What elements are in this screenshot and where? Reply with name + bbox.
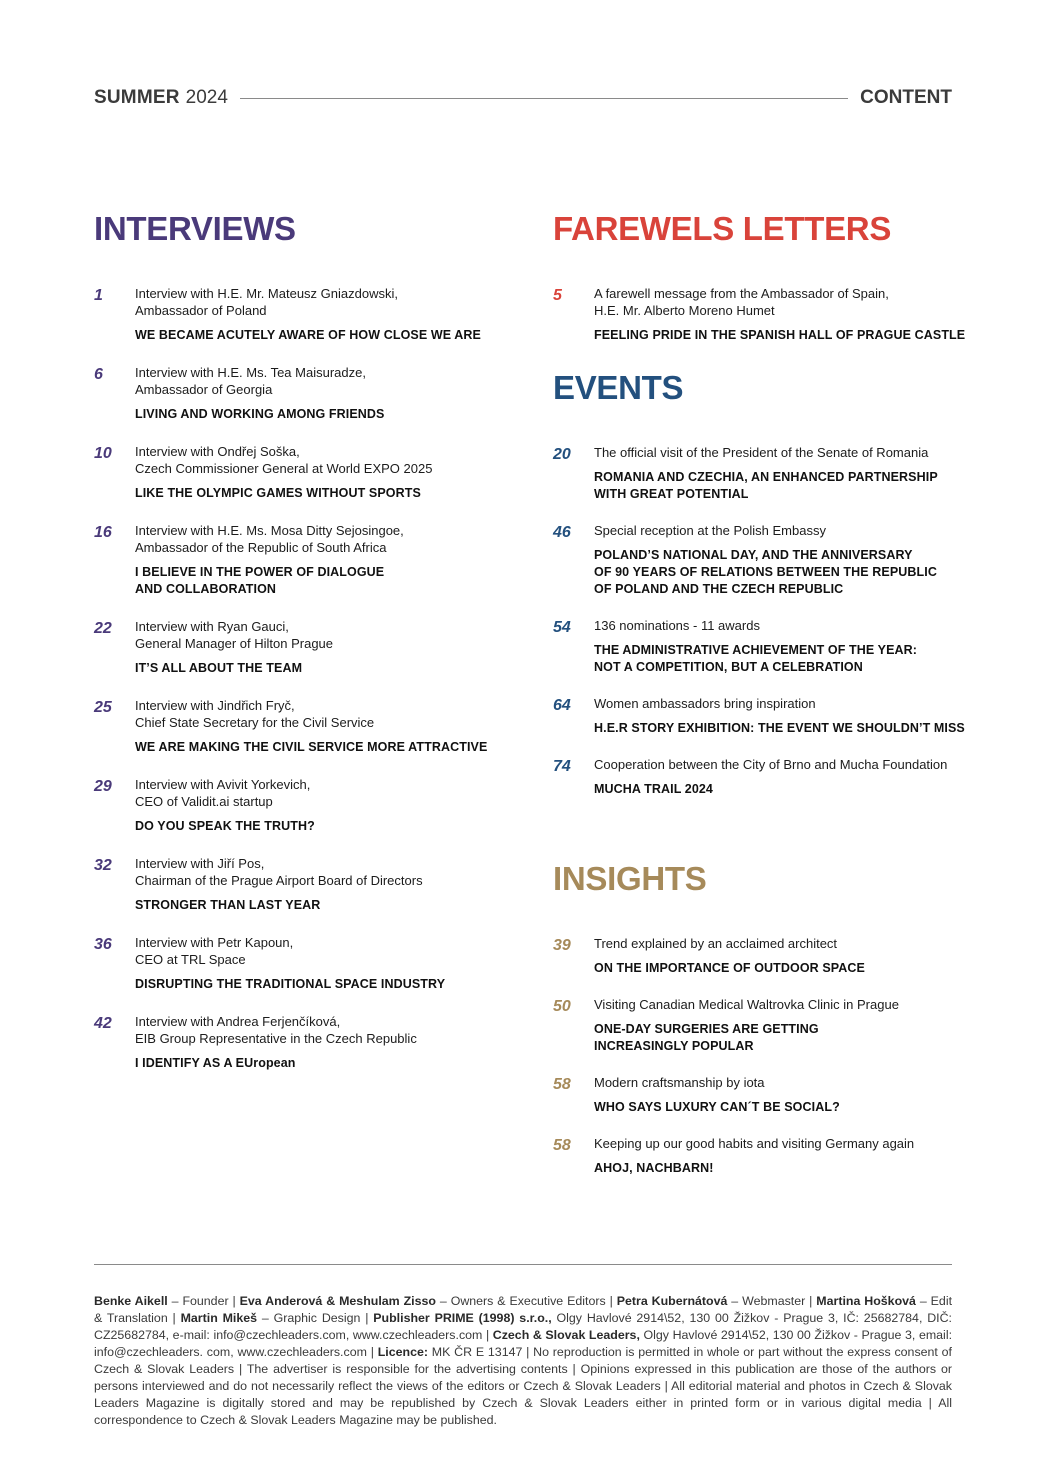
entry-intro: Cooperation between the City of Brno and Mucha Foundation [594, 757, 948, 772]
page-number: 20 [553, 446, 571, 463]
credit-name: Benke Aikell [94, 1294, 168, 1308]
page-number: 50 [553, 998, 571, 1015]
entry-headline: ON THE IMPORTANCE OF OUTDOOR SPACE [594, 961, 865, 975]
toc-entry[interactable] [94, 697, 514, 756]
page-section-label: CONTENT [860, 87, 952, 108]
entry-headline: POLAND’S NATIONAL DAY, AND THE ANNIVERSARY OF 90 YEARS OF RELATIONS BETWEEN THE REPUBLIC OF POLAND AND THE CZECH REPUBLIC [594, 548, 937, 596]
page-number: 6 [94, 366, 103, 383]
entry-intro: Trend explained by an acclaimed architect [594, 936, 838, 951]
toc-entry[interactable] [553, 444, 973, 503]
entry-intro: Interview with Petr Kapoun, CEO at TRL Space [135, 935, 294, 967]
credit-role: – Founder | [167, 1294, 240, 1308]
toc-entry[interactable] [94, 618, 514, 677]
credit-name: Martin Mikeš [180, 1311, 258, 1325]
right-column [553, 208, 973, 1196]
entry-intro: Visiting Canadian Medical Waltrovka Clinic in Prague [594, 997, 899, 1012]
masthead-footer [94, 1293, 952, 1429]
events-list [553, 444, 973, 798]
farewell-list [553, 285, 973, 344]
page-number: 5 [553, 287, 562, 304]
page-number: 29 [94, 778, 112, 795]
section-title-farewell: FAREWELS LETTERS [553, 210, 892, 247]
entry-headline: I IDENTIFY AS A EUropean [135, 1056, 296, 1070]
entry-headline: WE BECAME ACUTELY AWARE OF HOW CLOSE WE ARE [135, 328, 481, 342]
toc-entry[interactable] [553, 1135, 973, 1177]
entry-headline: WHO SAYS LUXURY CAN´T BE SOCIAL? [594, 1100, 840, 1114]
credit-name: Martina Hošková [816, 1294, 916, 1308]
page-number: 74 [553, 758, 571, 775]
issue-season: SUMMER [94, 87, 180, 108]
entry-intro: Women ambassadors bring inspiration [594, 696, 816, 711]
insights-list [553, 935, 973, 1177]
entry-headline: WE ARE MAKING THE CIVIL SERVICE MORE ATTRACTIVE [135, 740, 488, 754]
farewell-section [553, 208, 973, 344]
page-number: 54 [553, 619, 571, 636]
entry-intro: Interview with Jiří Pos, Chairman of the Prague Airport Board of Directors [135, 856, 423, 888]
entry-headline: AHOJ, NACHBARN! [594, 1161, 714, 1175]
entry-headline: ONE-DAY SURGERIES ARE GETTING INCREASINGLY POPULAR [594, 1022, 819, 1053]
entry-intro: Interview with Ryan Gauci, General Manager of Hilton Prague [135, 619, 334, 651]
credit-role: – Webmaster | [727, 1294, 817, 1308]
entry-headline: THE ADMINISTRATIVE ACHIEVEMENT OF THE YEAR: NOT A COMPETITION, BUT A CELEBRATION [594, 643, 918, 674]
magazine-name: Czech & Slovak Leaders, [492, 1328, 640, 1342]
licence-label: Licence: [377, 1345, 428, 1359]
entry-headline: STRONGER THAN LAST YEAR [135, 898, 321, 912]
page-number: 39 [553, 937, 571, 954]
entry-headline: LIVING AND WORKING AMONG FRIENDS [135, 407, 385, 421]
entry-intro: Interview with Jindřich Fryč, Chief State Secretary for the Civil Service [135, 698, 375, 730]
page-number: 46 [553, 524, 571, 541]
toc-entry[interactable] [553, 522, 973, 598]
entry-intro: Interview with H.E. Ms. Mosa Ditty Sejosingoe, Ambassador of the Republic of South Africa [135, 523, 404, 555]
page-number: 25 [94, 699, 112, 716]
entry-headline: ROMANIA AND CZECHIA, AN ENHANCED PARTNERSHIP WITH GREAT POTENTIAL [594, 470, 938, 501]
entry-headline: DISRUPTING THE TRADITIONAL SPACE INDUSTRY [135, 977, 446, 991]
publisher-name: Publisher PRIME (1998) s.r.o., [373, 1311, 552, 1325]
page-number: 16 [94, 524, 112, 541]
licence-details: MK ČR E 13147 | No reproduction is permitted in whole or part without the express consent of Czech & Slovak Leaders | The advertiser is responsible for the advertising contents | Opinions expressed in this publication are those of the authors or persons interviewed and do not necessarily reflect the views of the editors or Czech & Slovak Leaders | All editorial material and photos in Czech & Slovak Leaders Magazine is digitally stored and may be republished by Czech & Slovak Leaders either in printed form or in various digital media | All correspondence to Czech & Slovak Leaders Magazine may be published. [94, 1345, 952, 1427]
toc-entry[interactable] [94, 443, 514, 502]
header-divider [240, 98, 848, 99]
entry-headline: I BELIEVE IN THE POWER OF DIALOGUE AND COLLABORATION [135, 565, 385, 596]
section-title-events: EVENTS [553, 369, 684, 406]
entry-intro: Interview with Avivit Yorkevich, CEO of Validit.ai startup [135, 777, 311, 809]
entry-intro: Interview with H.E. Ms. Tea Maisuradze, Ambassador of Georgia [135, 365, 366, 397]
toc-entry[interactable] [553, 617, 973, 676]
credit-name: Eva Anderová & Meshulam Zisso [239, 1294, 436, 1308]
page-number: 36 [94, 936, 112, 953]
interviews-column [94, 208, 514, 1092]
toc-entry[interactable] [94, 285, 514, 344]
page-header [94, 86, 952, 110]
toc-entry[interactable] [553, 756, 973, 798]
toc-entry[interactable] [94, 855, 514, 914]
entry-headline: IT’S ALL ABOUT THE TEAM [135, 661, 303, 675]
entry-intro: Keeping up our good habits and visiting Germany again [594, 1136, 915, 1151]
entry-intro: The official visit of the President of the Senate of Romania [594, 445, 929, 460]
toc-entry[interactable] [553, 285, 973, 344]
entry-intro: A farewell message from the Ambassador of Spain, H.E. Mr. Alberto Moreno Humet [594, 286, 889, 318]
entry-intro: Interview with H.E. Mr. Mateusz Gniazdowski, Ambassador of Poland [135, 286, 398, 318]
page-number: 22 [94, 620, 112, 637]
section-title-interviews: INTERVIEWS [94, 210, 296, 247]
credit-role: – Owners & Executive Editors | [435, 1294, 617, 1308]
toc-entry[interactable] [553, 695, 973, 737]
page-number: 42 [94, 1015, 112, 1032]
page-number: 1 [94, 287, 103, 304]
page-number: 58 [553, 1137, 571, 1154]
entry-headline: MUCHA TRAIL 2024 [594, 782, 713, 796]
toc-entry[interactable] [553, 996, 973, 1055]
events-section [553, 367, 973, 798]
magazine-details: Olgy Havlové 2914\52, 130 00 Žižkov - Prague 3, email: info@czechleaders. com, www.czechleaders.com | [94, 1328, 953, 1359]
credit-role: – Edit & Translation | [94, 1294, 953, 1325]
toc-entry[interactable] [94, 1013, 514, 1072]
toc-entry[interactable] [553, 1074, 973, 1116]
footer-divider [94, 1264, 952, 1265]
insights-section [553, 858, 973, 1177]
toc-entry[interactable] [94, 364, 514, 423]
section-title-insights: INSIGHTS [553, 860, 707, 897]
entry-intro: Interview with Andrea Ferjenčíková, EIB Group Representative in the Czech Republic [135, 1014, 417, 1046]
issue-year: 2024 [185, 87, 228, 108]
entry-intro: Modern craftsmanship by iota [594, 1075, 765, 1090]
toc-entry[interactable] [94, 776, 514, 835]
entry-intro: 136 nominations - 11 awards [594, 618, 760, 633]
publisher-details: Olgy Havlové 2914\52, 130 00 Žižkov - Prague 3, IČ: 25682784, DIČ: CZ25682784, e-mail: info@czechleaders.com, www.czechleaders.com | [94, 1311, 952, 1342]
page-number: 32 [94, 857, 112, 874]
credit-role: – Graphic Design | [257, 1311, 374, 1325]
entry-headline: H.E.R STORY EXHIBITION: THE EVENT WE SHOULDN’T MISS [594, 721, 965, 735]
credit-name: Petra Kubernátová [616, 1294, 728, 1308]
entry-headline: FEELING PRIDE IN THE SPANISH HALL OF PRAGUE CASTLE [594, 328, 966, 342]
entry-headline: DO YOU SPEAK THE TRUTH? [135, 819, 315, 833]
toc-entry[interactable] [94, 522, 514, 598]
toc-entry[interactable] [553, 935, 973, 977]
page-number: 58 [553, 1076, 571, 1093]
entry-intro: Special reception at the Polish Embassy [594, 523, 826, 538]
entry-headline: LIKE THE OLYMPIC GAMES WITHOUT SPORTS [135, 486, 421, 500]
page-number: 10 [94, 445, 112, 462]
toc-entry[interactable] [94, 934, 514, 993]
page-number: 64 [553, 697, 571, 714]
interviews-list [94, 285, 514, 1072]
entry-intro: Interview with Ondřej Soška, Czech Commissioner General at World EXPO 2025 [135, 444, 433, 476]
